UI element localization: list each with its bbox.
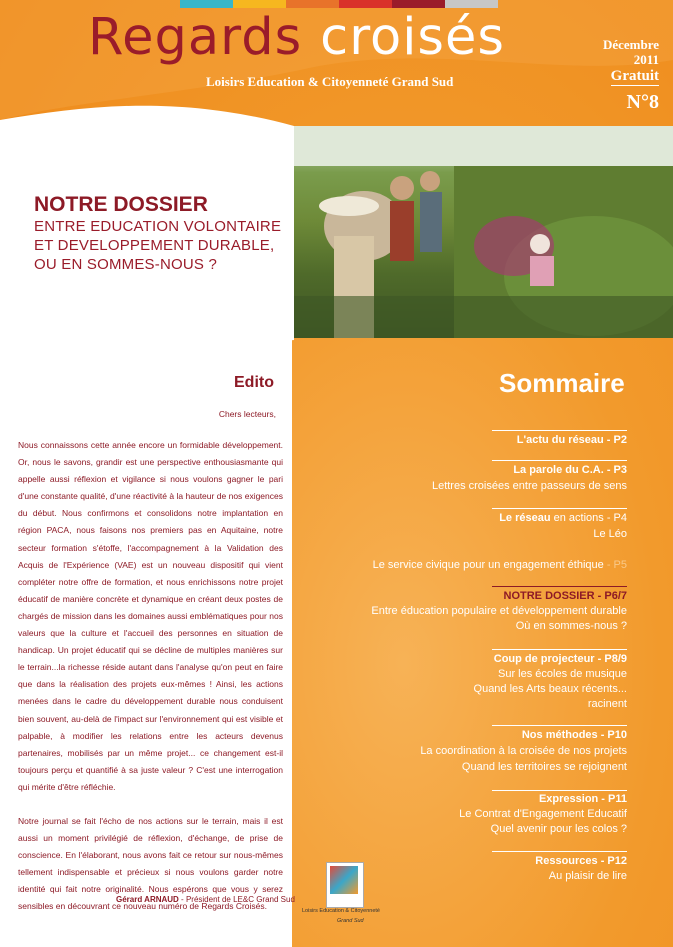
toc-divider (492, 430, 627, 431)
toc-sub-methodes-2: Quand les territoires se rejoignent (461, 761, 627, 773)
toc-sub-projecteur-2: Quand les Arts beaux récents... (473, 683, 627, 695)
toc-sub-dossier-1: Entre éducation populaire et développement durable (371, 605, 627, 617)
toc-divider (492, 508, 627, 509)
toc-sub-dossier-2: Où en sommes-nous ? (515, 620, 627, 632)
issue-year: 2011 (633, 52, 659, 67)
edito-body (18, 437, 283, 933)
logo-emblem-icon (330, 866, 358, 894)
toc-divider (492, 586, 627, 587)
toc-item-dossier[interactable]: NOTRE DOSSIER - P6/7 (503, 590, 627, 602)
toc-item-service-civique[interactable] (373, 558, 627, 572)
edito-greeting: Chers lecteurs, (218, 409, 276, 419)
dossier-teaser[interactable] (34, 193, 281, 274)
issue-month: Décembre (602, 37, 659, 52)
toc-item-methodes[interactable]: Nos méthodes - P10 (521, 729, 627, 741)
dossier-line-1: ENTRE EDUCATION VOLONTAIRE (34, 218, 282, 235)
masthead-title-part2: croisés (320, 8, 505, 67)
edito-paragraph-2: Notre journal se fait l'écho de nos actions sur le terrain, mais il est aussi un moment privilégié de réflexion, d'échange, de prise de conscience. En l'élaborant, nous avons fait ce retour sur nous-mêmes tellement indispensable et précieux si nous voulons garder notre identité qui fait notre originalité. Nous espérons que vous y serez sensibles en découvrant ce nouveau numéro de Regards Croisés. (18, 815, 283, 912)
toc-divider (492, 725, 627, 726)
toc-divider (492, 851, 627, 852)
logo-caption-2: Grand Sud (337, 918, 364, 924)
masthead-title (88, 8, 505, 67)
toc-divider (492, 790, 627, 791)
issue-info (603, 37, 659, 114)
edito-signature (116, 895, 295, 904)
toc-item-parole[interactable]: La parole du C.A. - P3 (513, 464, 627, 476)
edito-title: Edito (234, 374, 274, 391)
toc-item-expression[interactable]: Expression - P11 (538, 793, 627, 805)
toc-divider (492, 460, 627, 461)
toc-service-civique-text: Le service civique pour un engagement éthique (372, 559, 604, 571)
color-stripes (180, 0, 498, 8)
logo-caption: Loisirs Education & Citoyenneté (302, 908, 380, 914)
dossier-line-2: ET DEVELOPPEMENT DURABLE, (34, 237, 275, 254)
toc-sub-ressources: Au plaisir de lire (548, 870, 627, 882)
dossier-line-3: OU EN SOMMES-NOUS ? (34, 256, 217, 273)
toc-item-actu[interactable]: L'actu du réseau - P2 (516, 434, 627, 446)
edito-paragraph-1: Nous connaissons cette année encore un formidable développement. Or, nous le savons, grandir est une perspective enthousiasmante qui appelle aussi réflexion et vigilance si nous voulons gagner le pari d'une constante qualité, d'une réactivité à la hauteur de nos exigences du début. Nous confirmons et consolidons notre implantation en région PACA, nous faisons nos premiers pas en Aquitaine, notre secteur formation s'étoffe, l'accompagnement à la Validation des Acquis de l'Expérience (VAE) est un nouveau dispositif qui vient compléter notre offre de formation, et nous enrichissons notre projet éducatif de manière concrète et dynamique en créant deux postes de chargés de mission dans les domaines aussi emblématiques pour nos valeurs que la culture et l'accueil des personnes en situation de handicap. Un projet éducatif qui se décline de multiples manières sur le terrain...la richesse réside autant dans l'analyse qu'on peut en faire que dans la réalisation des projets eux-mêmes ! Ainsi, les actions menées dans le cadre du développement durable nous conduisent bien souvent, au-delà de l'impact sur l'environnement qui est visible et palpable, à modifier les relations entre les acteurs devenus partenaires, mobilisés par un même projet... ce changement est-il toujours perçu et quantifié à sa juste valeur ? C'est une interrogation qui mérite d'être réfléchie. (18, 440, 283, 792)
signature-role: - Président de LE&C Grand Sud (178, 895, 295, 904)
toc-sub-expression-2: Quel avenir pour les colos ? (490, 823, 627, 835)
masthead-subtitle: Loisirs Education & Citoyenneté Grand Sud (206, 74, 454, 89)
toc-reseau-bold: Le réseau (499, 512, 551, 524)
toc-item-reseau[interactable] (499, 511, 627, 525)
toc-divider (492, 649, 627, 650)
garden-photo-illustration (294, 126, 673, 338)
cover-photo (294, 126, 673, 338)
signature-name: Gérard ARNAUD (116, 895, 179, 904)
masthead-title-part1: Regards (88, 8, 303, 67)
dossier-heading: NOTRE DOSSIER (34, 193, 208, 216)
toc-reseau-rest: en actions - P4 (550, 512, 627, 524)
sommaire-title: Sommaire (499, 368, 625, 398)
toc-item-projecteur[interactable]: Coup de projecteur - P8/9 (493, 653, 627, 665)
toc-sub-projecteur-3: racinent (587, 698, 627, 710)
toc-sub-expression-1: Le Contrat d'Engagement Educatif (459, 808, 627, 820)
issue-number: N°8 (626, 91, 659, 113)
toc-sub-methodes-1: La coordination à la croisée de nos projets (420, 745, 627, 757)
toc-item-ressources[interactable]: Ressources - P12 (535, 855, 627, 867)
toc-sub-reseau: Le Léo (593, 528, 627, 540)
issue-price: Gratuit (610, 68, 659, 84)
toc-service-civique-page: - P5 (603, 559, 627, 571)
toc-sub-projecteur-1: Sur les écoles de musique (497, 668, 627, 680)
lec-logo (326, 862, 364, 908)
toc-sub-parole: Lettres croisées entre passeurs de sens (431, 480, 627, 492)
